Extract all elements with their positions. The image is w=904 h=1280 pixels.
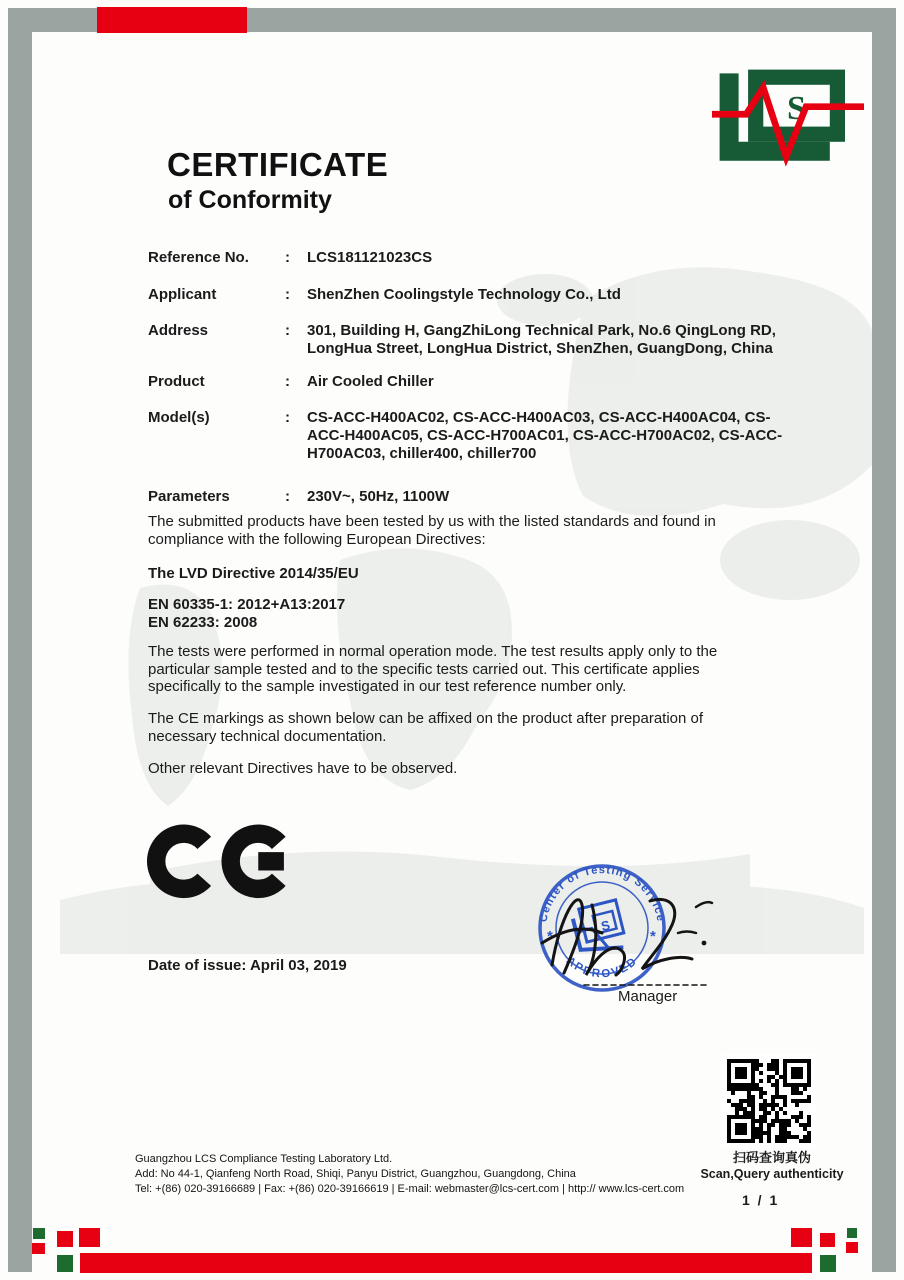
field-value: Air Cooled Chiller — [307, 373, 434, 390]
qr-code — [722, 1054, 816, 1148]
standard-line-1: EN 60335-1: 2012+A13:2017 — [148, 596, 346, 613]
footer-company: Guangzhou LCS Compliance Testing Laboratory Ltd. — [135, 1153, 393, 1165]
svg-text:S: S — [599, 917, 612, 934]
field-label: Model(s) — [148, 409, 210, 426]
field-colon: : — [285, 409, 290, 426]
deco-square-green — [847, 1228, 857, 1238]
footer-contacts: Tel: +(86) 020-39166689 | Fax: +(86) 020-39166619 | E-mail: webmaster@lcs-cert.com | http:// www.lcs-cert.com — [135, 1183, 685, 1195]
field-colon: : — [285, 286, 290, 303]
tests-paragraph: The tests were performed in normal operation mode. The test results apply only to the particular sample tested and to the specific tests carried out. This certificate applies specifically to the sample investigated in our test reference number only. — [148, 643, 718, 695]
field-label: Product — [148, 373, 205, 390]
certificate-title: CERTIFICATE — [167, 146, 389, 183]
approval-stamp — [528, 845, 723, 1010]
field-label: Reference No. — [148, 249, 249, 266]
frame-top-red-accent — [97, 7, 247, 33]
stamp-ring-text-top: Center of Testing Service — [537, 864, 667, 924]
qr-caption-english: Scan,Query authenticity — [700, 1167, 844, 1181]
field-colon: : — [285, 488, 290, 505]
field-value: 301, Building H, GangZhiLong Technical Park, No.6 QingLong RD, LongHua Street, LongHua District, ShenZhen, GuangDong, China — [307, 322, 776, 357]
deco-square-green — [57, 1255, 73, 1272]
deco-square-green — [820, 1255, 836, 1272]
deco-square-red — [820, 1233, 835, 1247]
ce-markings-paragraph: The CE markings as shown below can be affixed on the product after preparation of necessary technical documentation. — [148, 710, 704, 745]
field-colon: : — [285, 373, 290, 390]
field-colon: : — [285, 249, 290, 266]
field-value: ShenZhen Coolingstyle Technology Co., Ltd — [307, 286, 621, 303]
standard-line-2: EN 62233: 2008 — [148, 613, 258, 631]
ce-letter-c — [156, 834, 204, 889]
page-number: 1 / 1 — [742, 1192, 780, 1208]
qr-caption-chinese: 扫码查询真伪 — [732, 1150, 811, 1165]
footer-address: Add: No 44-1, Qianfeng North Road, Shiqi, Panyu District, Guangzhou, Guangdong, China — [135, 1168, 576, 1180]
deco-square-red — [57, 1231, 73, 1247]
intro-paragraph: The submitted products have been tested by us with the listed standards and found in compliance with the following European Directives: — [148, 513, 716, 548]
qr-captions — [688, 1150, 856, 1182]
field-label: Address — [148, 322, 209, 339]
field-label: Parameters — [148, 488, 230, 505]
lvd-directive-line: The LVD Directive 2014/35/EU — [148, 565, 359, 582]
stamp-ring-text-bottom: APPROVED — [563, 954, 641, 981]
field-row-reference — [148, 249, 796, 267]
field-label: Applicant — [148, 286, 217, 303]
deco-bottom-red-bar — [80, 1253, 812, 1273]
field-row-address — [148, 322, 796, 358]
stamp-star-right: * — [650, 928, 656, 945]
deco-square-red — [79, 1228, 100, 1247]
field-row-product — [148, 373, 796, 391]
lcs-logo — [712, 60, 864, 178]
frame-right-bar — [872, 8, 896, 1272]
deco-square-red — [791, 1228, 812, 1247]
certificate-subtitle: of Conformity — [168, 186, 332, 214]
field-colon: : — [285, 322, 290, 339]
field-row-parameters — [148, 488, 796, 506]
deco-square-green — [33, 1228, 45, 1239]
frame-left-bar — [8, 8, 32, 1272]
date-of-issue: Date of issue: April 03, 2019 — [148, 957, 347, 974]
field-value: LCS181121023CS — [307, 249, 433, 266]
deco-square-red — [846, 1242, 858, 1253]
svg-text:APPROVED — [564, 955, 640, 981]
field-row-applicant — [148, 286, 796, 304]
field-row-models — [148, 409, 796, 463]
other-directives-paragraph: Other relevant Directives have to be observed. — [148, 760, 458, 777]
standards-block — [148, 596, 748, 631]
deco-square-red — [32, 1243, 45, 1254]
field-value: CS-ACC-H400AC02, CS-ACC-H400AC03, CS-ACC-H400AC04, CS-ACC-H400AC05, CS-ACC-H700AC01, CS-ACC-H700AC02, CS-ACC-H700AC03, chiller400, chiller700 — [307, 409, 783, 462]
footer-block — [135, 1152, 695, 1197]
stamp-star-left: * — [547, 928, 553, 945]
lcs-logo-letter: S — [787, 90, 807, 128]
ce-mark — [146, 810, 296, 915]
field-value: 230V~, 50Hz, 1100W — [307, 488, 450, 505]
signer-title: Manager — [618, 988, 678, 1005]
